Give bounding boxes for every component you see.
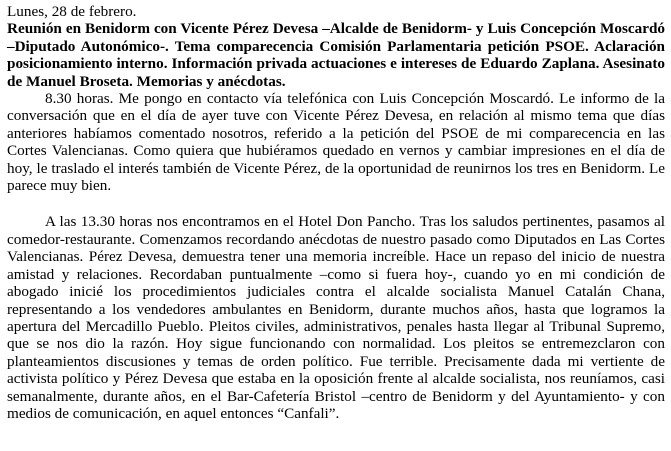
date-line: Lunes, 28 de febrero.	[7, 3, 137, 20]
paragraph-meeting: A las 13.30 horas nos encontramos en el Hotel Don Pancho. Tras los saludos pertinentes, pasamos al comedor-restaurante. Comenzamos recordando anécdotas de nuestro pasado como Diputados en Las Cortes Valencianas. Pérez Devesa, demuestra tener una memoria increíble. Hace un repaso del inicio de nuestra amistad y relaciones. Recordaban puntualmente –como si fuera hoy-, cuando yo en mi condición de abogado inicié los procedimientos judiciales contra el alcalde socialista Manuel Catalán Chana, representando a los vendedores ambulantes en Benidorm, durante muchos años, hasta que logramos la apertura del Mercadillo Pueblo. Pleitos civiles, administrativos, penales hasta llegar al Tribunal Supremo, que se nos dio la razón. Hoy sigue funcionando con normalidad. Los pleitos se entremezclaron con planteamientos discusiones y temas de orden político. Fue terrible. Precisamente dada mi vertiente de activista político y Pérez Devesa que estaba en la oposición frente al alcalde socialista, nos reuníamos, casi semanalmente, durante años, en el Bar-Cafetería Bristol –centro de Benidorm y del Ayuntamiento- y con medios de comunicación, en aquel entonces “Canfali”.	[7, 213, 665, 422]
paragraph-phone-call: 8.30 horas. Me pongo en contacto vía telefónica con Luis Concepción Moscardó. Le informo de la conversación que en el día de ayer tuve con Vicente Pérez Devesa, en relación al mismo tema que días anteriores habíamos comentado nosotros, referido a la petición del PSOE de mi comparecencia en las Cortes Valencianas. Como quiera que hubiéramos quedado en vernos y cambiar impresiones en el día de hoy, le traslado el interés también de Vicente Pérez, de la oportunidad de reunirnos los tres en Benidorm. Le parece muy bien.	[7, 90, 665, 195]
entry-heading: Reunión en Benidorm con Vicente Pérez Devesa –Alcalde de Benidorm- y Luis Concepción Moscardó –Diputado Autonómico-. Tema comparecencia Comisión Parlamentaria petición PSOE. Aclaración posicionamiento interno. Información privada actuaciones e intereses de Eduardo Zaplana. Asesinato de Manuel Broseta. Memorias y anécdotas.	[7, 20, 665, 90]
paragraph-spacer	[7, 194, 665, 213]
